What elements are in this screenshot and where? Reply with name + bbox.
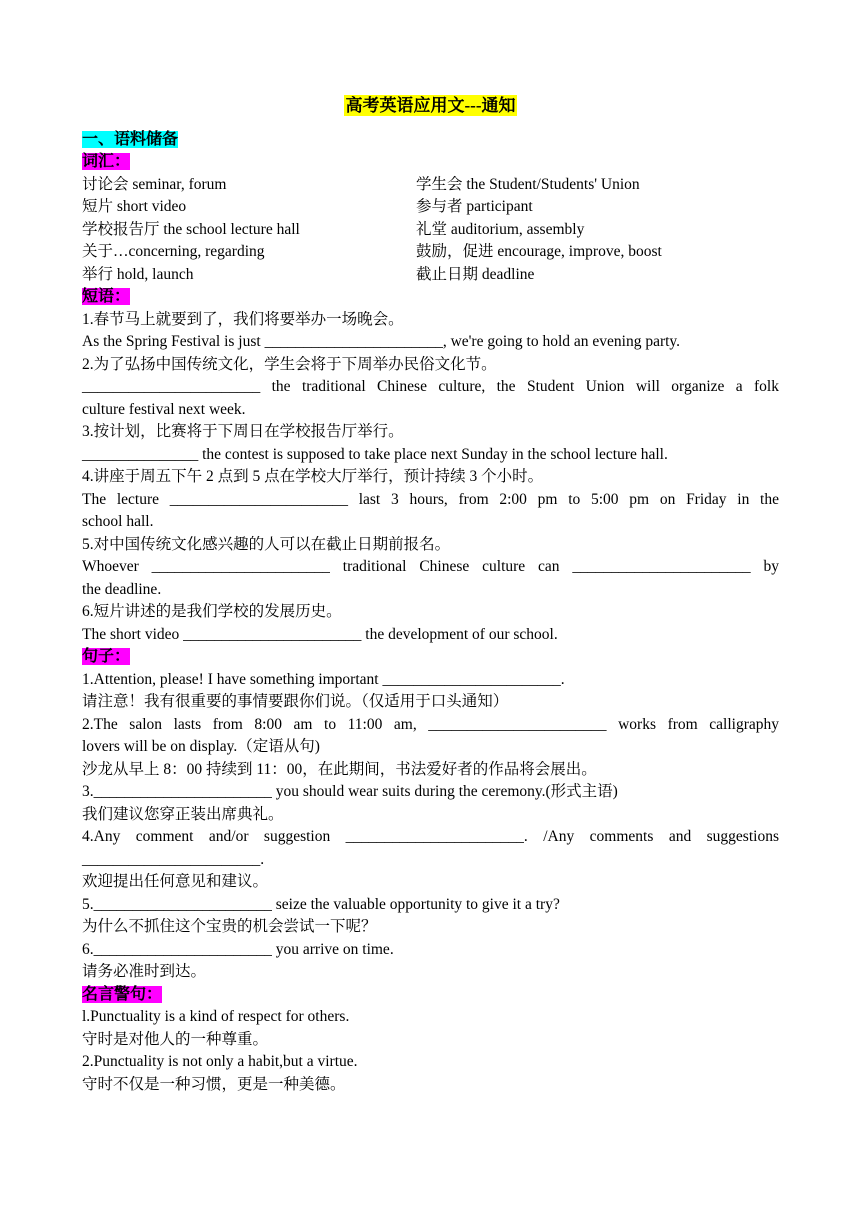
phrase-line: Whoever _______________________ traditional Chinese culture can _______________________ by xyxy=(82,558,779,575)
document-page xyxy=(82,95,779,1096)
vocab-item: 学生会 the Student/Students' Union xyxy=(416,175,640,193)
vocab-item: 礼堂 auditorium, assembly xyxy=(416,220,585,238)
quote-line: l.Punctuality is a kind of respect for others. xyxy=(82,1008,350,1025)
sentence-line: 沙龙从早上 8：00 持续到 11：00，在此期间，书法爱好者的作品将会展出。 xyxy=(82,760,597,778)
vocab-item: 讨论会 seminar, forum xyxy=(82,175,227,193)
phrase-line: 1.春节马上就要到了，我们将要举办一场晚会。 xyxy=(82,310,404,328)
quote-line: 守时是对他人的一种尊重。 xyxy=(82,1030,269,1048)
sentence-line: 6._______________________ you arrive on time. xyxy=(82,940,394,958)
phrase-line: 4.讲座于周五下午 2 点到 5 点在学校大厅举行，预计持续 3 个小时。 xyxy=(82,468,544,485)
sentence-line: _______________________. xyxy=(82,850,265,868)
sentence-line: 2.The salon lasts from 8:00 am to 11:00 am, _______________________ works from calligraphy xyxy=(82,715,779,733)
phrase-line: 6.短片讲述的是我们学校的发展历史。 xyxy=(82,603,342,620)
phrase-line: As the Spring Festival is just _______________________, we're going to hold an evening party. xyxy=(82,333,681,350)
sentence-line: 5._______________________ seize the valuable opportunity to give it a try? xyxy=(82,895,560,913)
sentence-heading: 句子： xyxy=(82,648,131,665)
sentence-line: 为什么不抓住这个宝贵的机会尝试一下呢？ xyxy=(82,918,377,935)
quote-line: 2.Punctuality is not only a habit,but a virtue. xyxy=(82,1053,358,1070)
sentence-line: 请注意！我有很重要的事情要跟你们说。（仅适用于口头通知） xyxy=(82,693,509,710)
vocab-item: 鼓励，促进 encourage, improve, boost xyxy=(416,243,662,260)
document-title-wrap xyxy=(82,95,779,119)
vocab-item: 短片 short video xyxy=(82,198,187,215)
sentence-line: 1.Attention, please! I have something important _______________________. xyxy=(82,670,565,688)
phrase-line: 5.对中国传统文化感兴趣的人可以在截止日期前报名。 xyxy=(82,535,451,553)
phrase-heading: 短语： xyxy=(82,288,131,305)
phrase-line: school hall. xyxy=(82,513,154,530)
section-heading: 一、语料储备 xyxy=(82,130,179,148)
vocab-item: 关于…concerning, regarding xyxy=(82,243,265,260)
sentence-line: 4.Any comment and/or suggestion _______________________. /Any comments and suggestions xyxy=(82,828,779,845)
phrase-line: _______________________ the traditional Chinese culture, the Student Union will organize a folk xyxy=(82,378,779,395)
vocab-item: 学校报告厅 the school lecture hall xyxy=(82,220,300,238)
phrase-line: the deadline. xyxy=(82,580,162,598)
vocab-item: 截止日期 deadline xyxy=(416,265,535,283)
phrase-line: 3.按计划，比赛将于下周日在学校报告厅举行。 xyxy=(82,423,404,440)
sentence-line: 3._______________________ you should wear suits during the ceremony.(形式主语) xyxy=(82,783,618,800)
phrase-line: The short video _______________________ the development of our school. xyxy=(82,625,558,643)
phrase-line: culture festival next week. xyxy=(82,400,246,418)
vocab-item: 参与者 participant xyxy=(416,198,533,215)
phrase-line: 2.为了弘扬中国传统文化，学生会将于下周举办民俗文化节。 xyxy=(82,355,497,373)
vocab-heading: 词汇： xyxy=(82,153,131,170)
vocab-item: 举行 hold, launch xyxy=(82,265,194,283)
document-title: 高考英语应用文---通知 xyxy=(345,96,516,115)
phrase-line: The lecture _______________________ last 3 hours, from 2:00 pm to 5:00 pm on Friday in the xyxy=(82,490,779,508)
quote-line: 守时不仅是一种习惯，更是一种美德。 xyxy=(82,1075,346,1093)
quote-heading: 名言警句： xyxy=(82,985,163,1003)
sentence-line: 我们建议您穿正装出席典礼。 xyxy=(82,805,284,823)
sentence-line: lovers will be on display.（定语从句) xyxy=(82,738,320,755)
sentence-line: 欢迎提出任何意见和建议。 xyxy=(82,873,269,890)
vocab-table xyxy=(82,174,779,287)
sentence-line: 请务必准时到达。 xyxy=(82,963,207,980)
phrase-line: _______________ the contest is supposed to take place next Sunday in the school lecture hall. xyxy=(82,445,668,463)
